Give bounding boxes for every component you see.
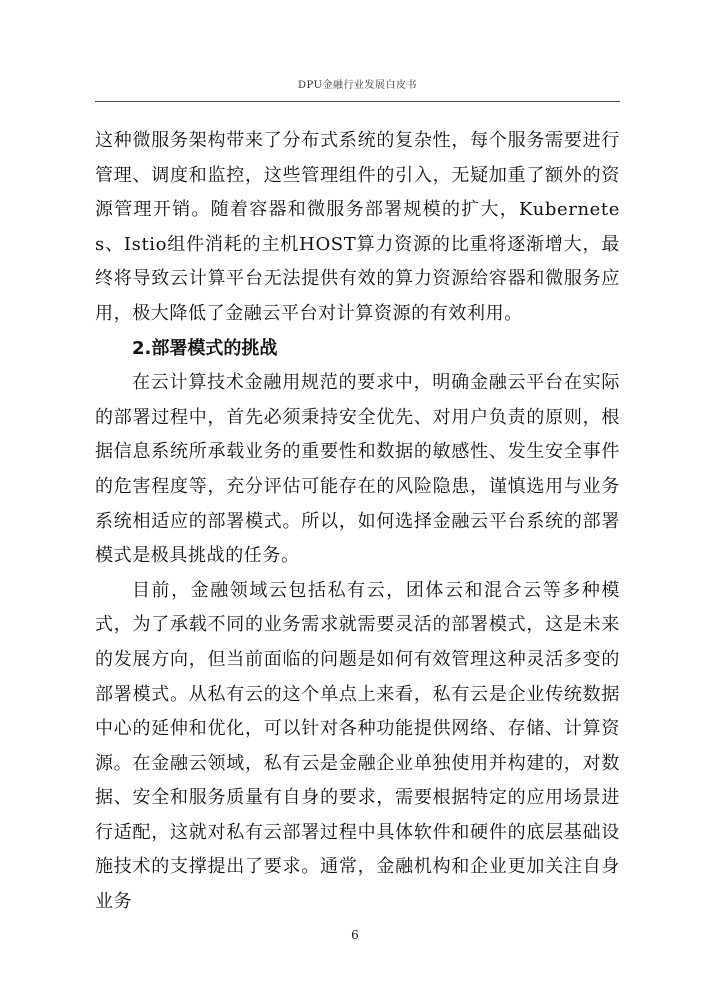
running-header: DPU金融行业发展白皮书 xyxy=(298,80,417,91)
paragraph-deployment-requirements: 在云计算技术金融用规范的要求中，明确金融云平台在实际的部署过程中，首先必须秉持安全优先、对用户负责的原则，根据信息系统所承载业务的重要性和数据的敏感性、发生安全事件的危害程度等，充分评估可能存在的风险隐患，谨慎选用与业务系统相适应的部署模式。所以，如何选择金融云平台系统的部署模式是极具挑战的任务。 xyxy=(95,372,620,567)
section-heading: 2.部署模式的挑战 xyxy=(132,337,278,359)
header-divider xyxy=(95,101,620,102)
document-body xyxy=(95,124,620,920)
page-number: 6 xyxy=(351,928,359,942)
paragraph-continued: 这种微服务架构带来了分布式系统的复杂性，每个服务需要进行管理、调度和监控，这些管理组件的引入，无疑加重了额外的资源管理开销。随着容器和微服务部署规模的扩大，Kubernetes、Istio组件消耗的主机HOST算力资源的比重将逐渐增大，最终将导致云计算平台无法提供有效的算力资源给容器和微服务应用，极大降低了金融云平台对计算资源的有效利用。 xyxy=(95,130,620,324)
paragraph-cloud-models: 目前，金融领域云包括私有云，团体云和混合云等多种模式，为了承载不同的业务需求就需要灵活的部署模式，这是未来的发展方向，但当前面临的问题是如何有效管理这种灵活多变的部署模式。从私有云的这个单点上来看，私有云是企业传统数据中心的延伸和优化，可以针对各种功能提供网络、存储、计算资源。在金融云领域，私有云是金融企业单独使用并构建的，对数据、安全和服务质量有自身的要求，需要根据特定的应用场景进行适配，这就对私有云部署过程中具体软件和硬件的底层基础设施技术的支撑提出了要求。通常，金融机构和企业更加关注自身业务 xyxy=(95,579,620,913)
